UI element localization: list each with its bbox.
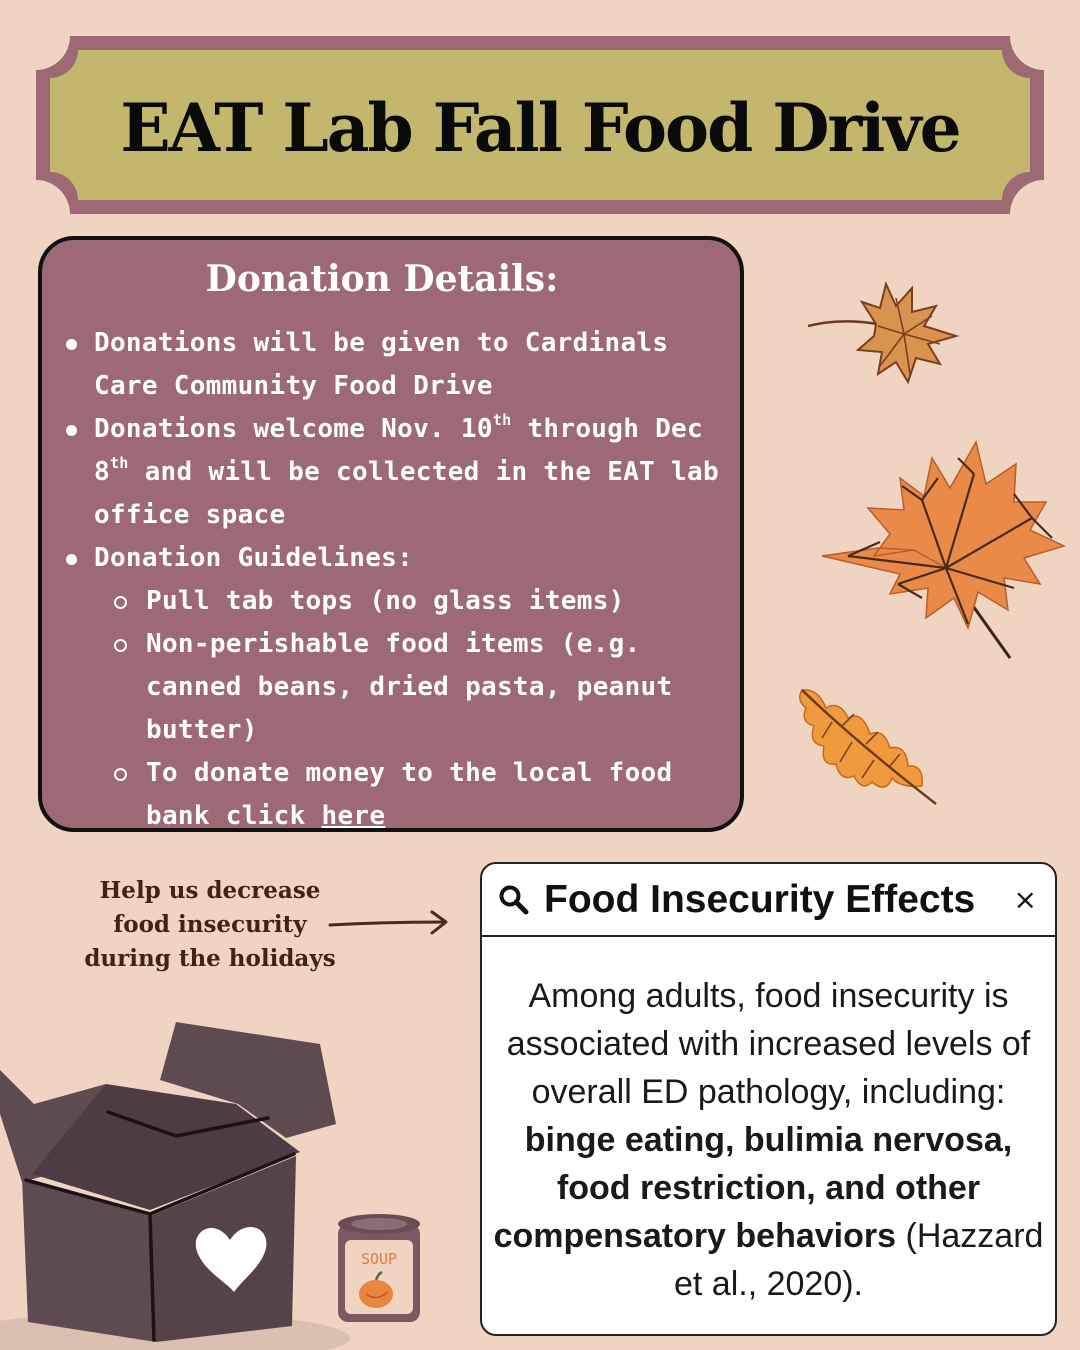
list-item — [94, 623, 730, 752]
guidelines-list — [94, 580, 730, 838]
help-callout — [72, 874, 348, 976]
body-bold-text: binge eating, bulimia nervosa, food restriction, and other compensatory behaviors — [493, 1121, 1013, 1255]
ordinal-suffix: th — [109, 454, 129, 472]
maple-leaf-icon — [800, 278, 970, 398]
details-list — [60, 322, 730, 838]
search-title: Food Insecurity Effects — [544, 878, 976, 921]
help-line: food insecurity — [113, 911, 307, 938]
donate-link[interactable]: here — [321, 801, 386, 831]
can-label: SOUP — [360, 1250, 398, 1268]
list-item — [60, 322, 730, 408]
soup-can-illustration — [336, 1212, 422, 1330]
item-text: Donation Guidelines: — [94, 543, 414, 573]
oak-leaf-icon — [796, 682, 946, 808]
item-text: To donate money to the local food bank click — [146, 758, 673, 831]
title-banner — [36, 36, 1044, 214]
search-bar[interactable] — [482, 864, 1055, 937]
donation-details-panel — [38, 236, 744, 832]
item-text: through Dec 8 — [94, 414, 703, 487]
item-text: Non-perishable food items (e.g. canned beans, dried pasta, peanut butter) — [146, 629, 673, 745]
body-text: Among adults, food insecurity is associated with increased levels of overall ED pathology, including: — [506, 977, 1031, 1111]
maple-leaf-icon — [818, 438, 1068, 660]
details-heading: Donation Details: — [205, 258, 559, 300]
citation: (Hazzard et al., 2020). — [673, 1217, 1044, 1303]
list-item — [60, 408, 730, 537]
help-line: during the holidays — [84, 945, 336, 972]
search-icon — [498, 884, 530, 916]
page-title: EAT Lab Fall Food Drive — [120, 89, 960, 167]
item-text: Donations will be given to Cardinals Care Community Food Drive — [94, 328, 669, 401]
search-result-text — [492, 972, 1045, 1308]
donation-box-illustration — [0, 1020, 350, 1350]
list-item — [94, 580, 730, 623]
item-text: and will be collected in the EAT lab office space — [94, 457, 719, 530]
search-card — [480, 862, 1057, 1336]
item-text: Donations welcome Nov. 10 — [94, 414, 493, 444]
help-line: Help us decrease — [99, 877, 321, 904]
arrow-right-icon — [326, 906, 454, 940]
item-text: Pull tab tops (no glass items) — [146, 586, 625, 616]
close-icon[interactable]: × — [1013, 883, 1037, 916]
ordinal-suffix: th — [492, 411, 512, 429]
list-item — [60, 537, 730, 838]
list-item — [94, 752, 730, 838]
